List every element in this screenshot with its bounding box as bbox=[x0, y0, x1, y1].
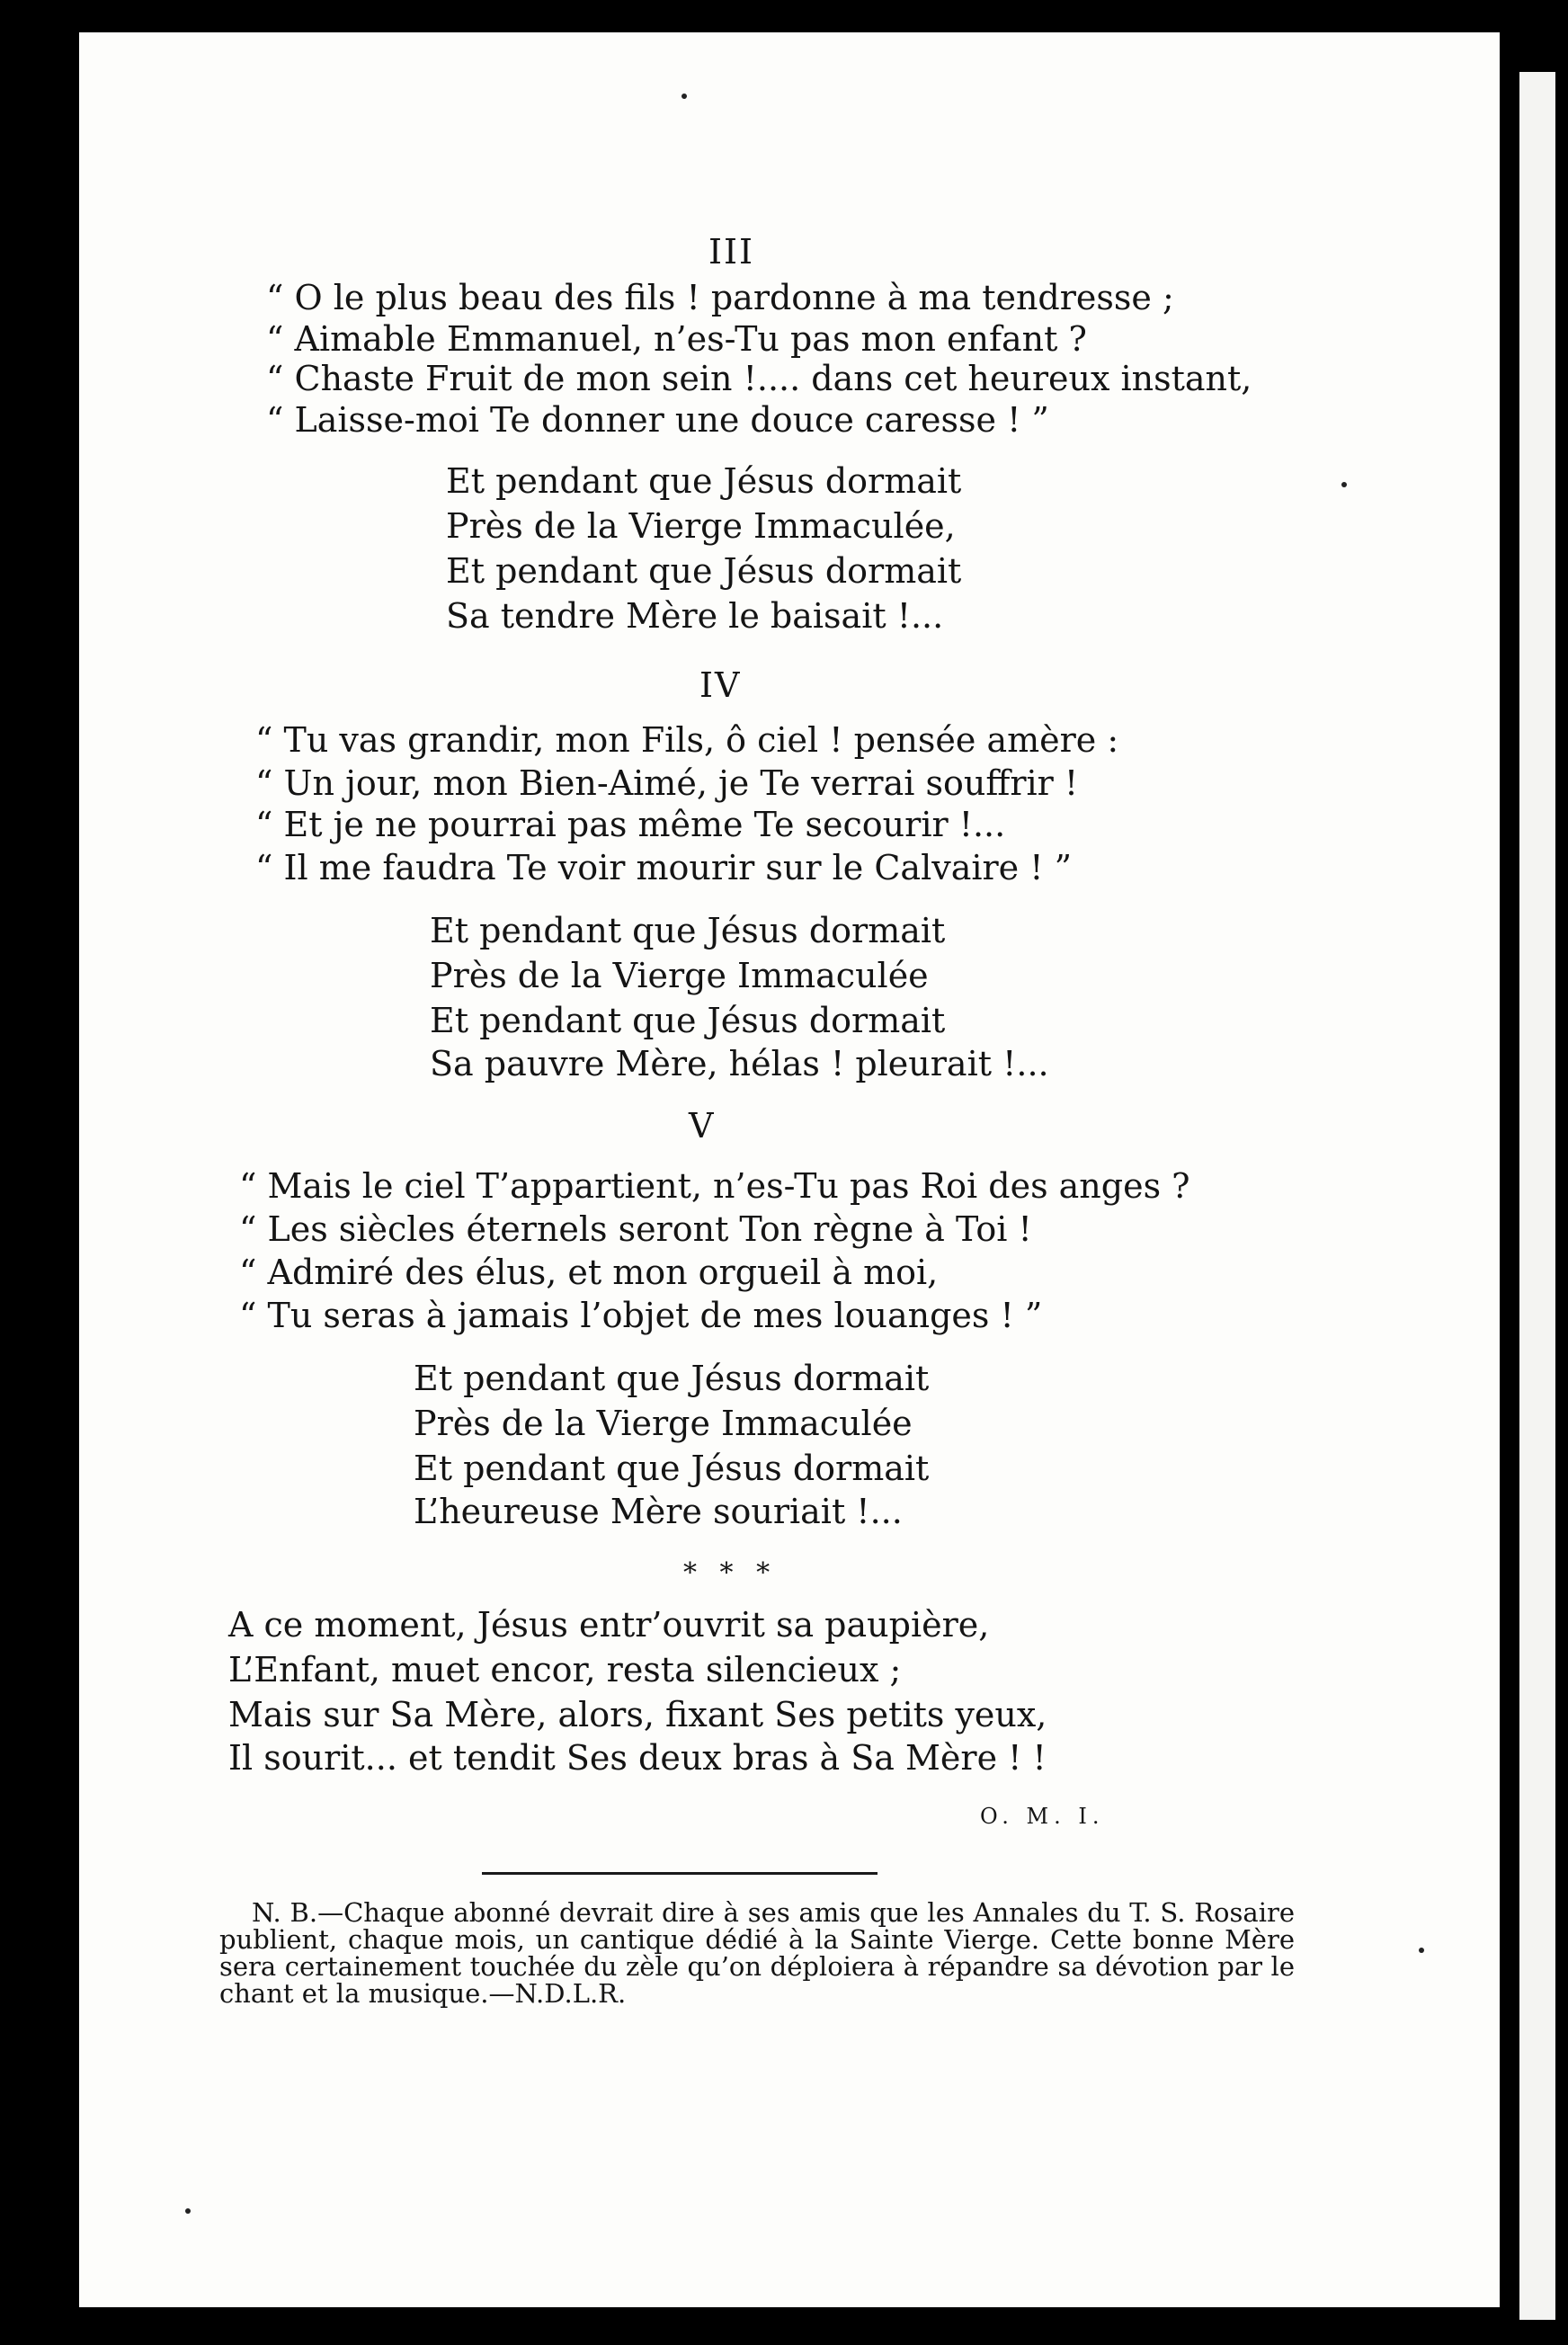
editor-note: N. B.—Chaque abonné devrait dire à ses amis que les Annales du T. S. Rosaire publient, chaque mois, un cantique dédié à la Sainte Vierge. Cette bonne Mère sera certainement touchée du zèle qu’on déploiera à répandre sa dévotion par le chant et la musique.—N.D.L.R. bbox=[219, 1897, 1295, 2009]
refrain-line: Et pendant que Jésus dormait bbox=[414, 1449, 930, 1488]
refrain-line: Sa pauvre Mère, hélas ! pleurait !... bbox=[430, 1044, 1049, 1083]
final-verse-line: A ce moment, Jésus entr’ouvrit sa paupière, bbox=[228, 1605, 990, 1645]
verse-line: “ Tu vas grandir, mon Fils, ô ciel ! pensée amère : bbox=[255, 720, 1119, 760]
refrain-line: Et pendant que Jésus dormait bbox=[446, 551, 962, 591]
scan-speck bbox=[682, 94, 687, 99]
hymn-page bbox=[79, 32, 1500, 2307]
refrain-line: Et pendant que Jésus dormait bbox=[414, 1359, 930, 1398]
verse-line: “ Un jour, mon Bien-Aimé, je Te verrai souffrir ! bbox=[255, 763, 1079, 803]
stanza-title-4: IV bbox=[699, 665, 742, 705]
scan-speck bbox=[185, 2208, 191, 2214]
section-separator: * * * bbox=[683, 1557, 778, 1589]
refrain-line: Sa tendre Mère le baisait !... bbox=[446, 596, 944, 636]
footnote-divider bbox=[482, 1872, 878, 1875]
verse-line: “ Tu seras à jamais l’objet de mes louanges ! ” bbox=[239, 1296, 1043, 1335]
scan-speck bbox=[1341, 482, 1347, 487]
stanza-title-5: V bbox=[689, 1106, 716, 1146]
scan-speck bbox=[1419, 1948, 1424, 1953]
refrain-line: Et pendant que Jésus dormait bbox=[430, 911, 946, 950]
verse-line: “ Les siècles éternels seront Ton règne à Toi ! bbox=[239, 1209, 1032, 1249]
author-signature: O. M. I. bbox=[980, 1804, 1105, 1829]
stanza-title-3: III bbox=[708, 232, 755, 272]
refrain-line: L’heureuse Mère souriait !... bbox=[414, 1492, 903, 1531]
final-verse-line: L’Enfant, muet encor, resta silencieux ; bbox=[228, 1650, 902, 1690]
next-page-edge bbox=[1519, 72, 1555, 2320]
final-verse-line: Mais sur Sa Mère, alors, fixant Ses petits yeux, bbox=[228, 1695, 1047, 1734]
verse-line: “ Admiré des élus, et mon orgueil à moi, bbox=[239, 1253, 939, 1292]
refrain-line: Près de la Vierge Immaculée, bbox=[446, 506, 956, 546]
verse-line: “ Mais le ciel T’appartient, n’es-Tu pas Roi des anges ? bbox=[239, 1166, 1190, 1206]
refrain-line: Près de la Vierge Immaculée bbox=[430, 956, 929, 995]
refrain-line: Près de la Vierge Immaculée bbox=[414, 1404, 913, 1443]
refrain-line: Et pendant que Jésus dormait bbox=[430, 1001, 946, 1040]
final-verse-line: Il sourit... et tendit Ses deux bras à Sa Mère ! ! bbox=[228, 1738, 1047, 1778]
verse-line: “ Chaste Fruit de mon sein !.... dans cet heureux instant, bbox=[266, 359, 1252, 398]
verse-line: “ Et je ne pourrai pas même Te secourir !... bbox=[255, 805, 1006, 844]
verse-line: “ Il me faudra Te voir mourir sur le Calvaire ! ” bbox=[255, 848, 1073, 887]
verse-line: “ Laisse-moi Te donner une douce caresse ! ” bbox=[266, 400, 1049, 440]
refrain-line: Et pendant que Jésus dormait bbox=[446, 461, 962, 501]
verse-line: “ O le plus beau des fils ! pardonne à ma tendresse ; bbox=[266, 278, 1174, 317]
verse-line: “ Aimable Emmanuel, n’es-Tu pas mon enfant ? bbox=[266, 319, 1087, 359]
